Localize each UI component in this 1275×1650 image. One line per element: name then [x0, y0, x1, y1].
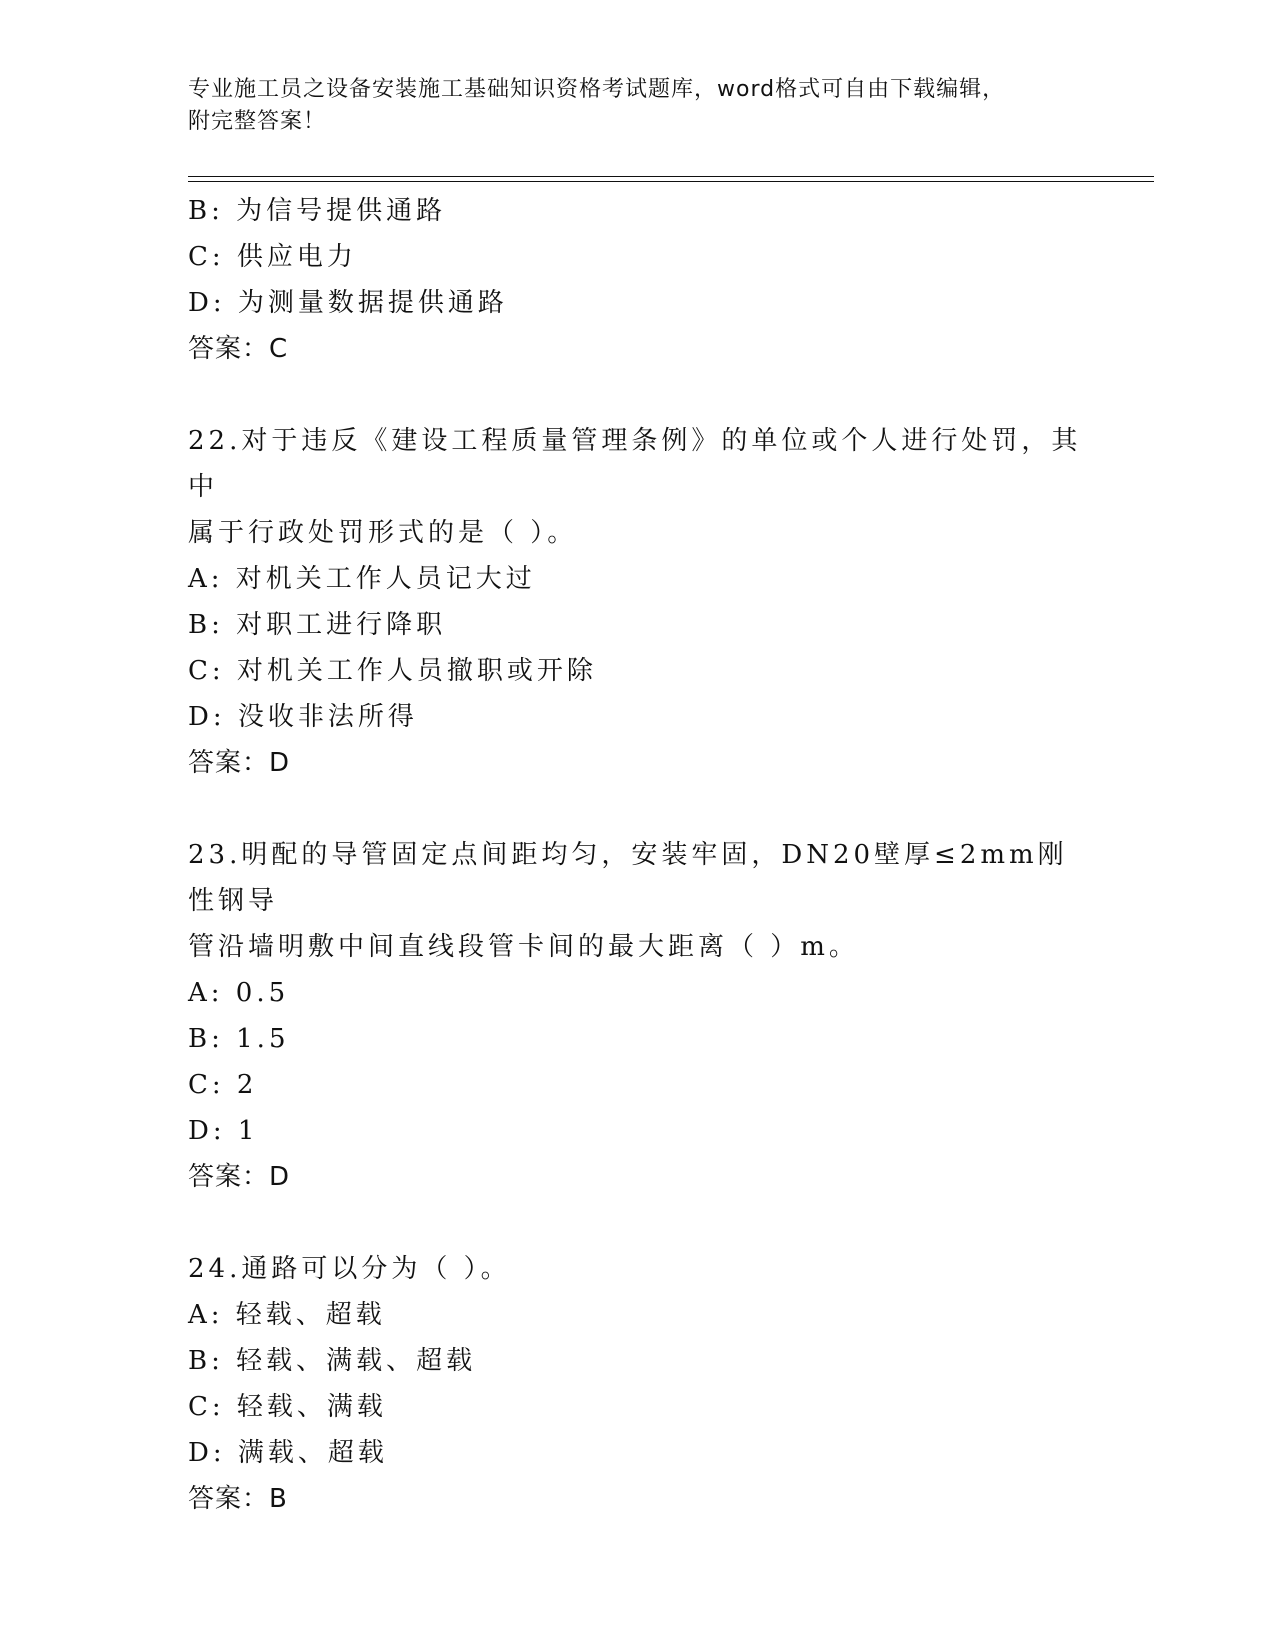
- option-a: A: 0.5: [188, 978, 290, 1008]
- option-b: B: 轻载、满载、超载: [188, 1346, 477, 1376]
- answer-line: 答案：C: [188, 334, 289, 364]
- question-22: [188, 418, 1088, 786]
- partial-question: [188, 188, 1088, 372]
- question-stem-line: 24.通路可以分为（ ）。: [188, 1254, 511, 1284]
- option-c: C: 轻载、满载: [188, 1392, 387, 1422]
- header-line-1: 专业施工员之设备安装施工基础知识资格考试题库，word格式可自由下载编辑，: [188, 77, 1006, 102]
- option-b: B: 1.5: [188, 1024, 290, 1054]
- option-c: C: 2: [188, 1070, 258, 1100]
- header-divider-top: [188, 176, 1154, 177]
- option-a: A: 轻载、超载: [188, 1300, 386, 1330]
- question-stem-line: 23.明配的导管固定点间距均匀，安装牢固，DN20壁厚≤2mm刚性钢导: [188, 840, 1068, 916]
- option-c: C: 供应电力: [188, 242, 357, 272]
- option-d: D: 为测量数据提供通路: [188, 288, 508, 318]
- header-line-2: 附完整答案！: [188, 109, 327, 134]
- answer-line: 答案：B: [188, 1484, 288, 1514]
- question-stem-line: 属于行政处罚形式的是（ ）。: [188, 518, 578, 548]
- option-a: A: 对机关工作人员记大过: [188, 564, 536, 594]
- option-c: C: 对机关工作人员撤职或开除: [188, 656, 597, 686]
- document-header: [188, 74, 1068, 138]
- option-b: B: 为信号提供通路: [188, 196, 447, 226]
- question-23: [188, 832, 1088, 1200]
- question-stem-line: 22.对于违反《建设工程质量管理条例》的单位或个人进行处罚，其中: [188, 426, 1082, 502]
- question-24: [188, 1246, 1088, 1522]
- option-d: D: 满载、超载: [188, 1438, 388, 1468]
- question-stem-line: 管沿墙明敷中间直线段管卡间的最大距离（ ）m。: [188, 932, 859, 962]
- option-d: D: 没收非法所得: [188, 702, 418, 732]
- header-divider-bottom: [188, 181, 1154, 182]
- question-list: [188, 188, 1088, 1522]
- option-d: D: 1: [188, 1116, 259, 1146]
- option-b: B: 对职工进行降职: [188, 610, 447, 640]
- answer-line: 答案：D: [188, 748, 291, 778]
- answer-line: 答案：D: [188, 1162, 291, 1192]
